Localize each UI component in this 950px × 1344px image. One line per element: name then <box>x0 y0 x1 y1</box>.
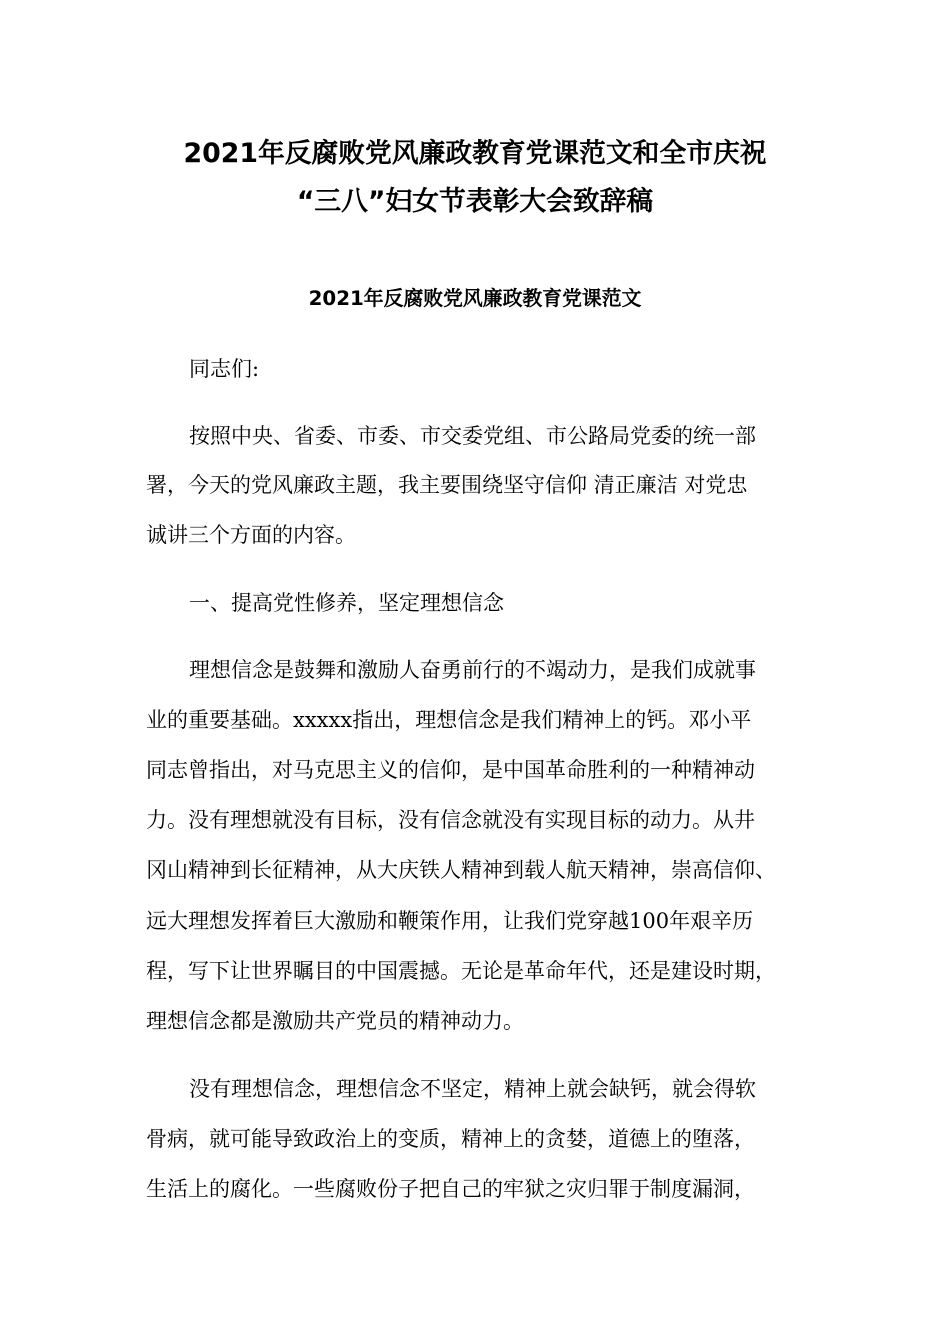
paragraph-3-line: 骨病，就可能导致政治上的变质，精神上的贪婪，道德上的堕落， <box>146 1127 755 1151</box>
document-title-line-1: 2021年反腐败党风廉政教育党课范文和全市庆祝 <box>183 138 767 169</box>
paragraph-1-line: 按照中央、省委、市委、市交委党组、市公路局党委的统一部 <box>189 424 756 448</box>
section-title: 2021年反腐败党风廉政教育党课范文 <box>308 287 642 310</box>
heading-1: 一、提高党性修养，坚定理想信念 <box>189 591 504 615</box>
paragraph-2-line: 冈山精神到长征精神，从大庆铁人精神到载人航天精神，崇高信仰、 <box>146 858 776 882</box>
document-title-line-2: “三八”妇女节表彰大会致辞稿 <box>296 186 654 217</box>
paragraph-1-line: 署，今天的党风廉政主题，我主要围绕坚守信仰 清正廉洁 对党忠 <box>146 473 748 497</box>
paragraph-3-line: 没有理想信念，理想信念不坚定，精神上就会缺钙，就会得软 <box>189 1077 756 1101</box>
paragraph-1-line: 诚讲三个方面的内容。 <box>146 523 356 547</box>
paragraph-2-line: 远大理想发挥着巨大激励和鞭策作用，让我们党穿越100年艰辛历 <box>146 909 754 933</box>
paragraph-2-line: 业的重要基础。xxxxx指出，理想信念是我们精神上的钙。邓小平 <box>146 708 752 732</box>
paragraph-3-line: 生活上的腐化。一些腐败份子把自己的牢狱之灾归罪于制度漏洞， <box>146 1177 755 1201</box>
paragraph-2-line: 力。没有理想就没有目标，没有信念就没有实现目标的动力。从井 <box>146 808 755 832</box>
salutation: 同志们: <box>189 357 260 381</box>
paragraph-2-line: 程，写下让世界瞩目的中国震撼。无论是革命年代，还是建设时期， <box>146 959 776 983</box>
paragraph-2-line: 理想信念都是激励共产党员的精神动力。 <box>146 1009 524 1033</box>
paragraph-2-line: 理想信念是鼓舞和激励人奋勇前行的不竭动力，是我们成就事 <box>189 658 756 682</box>
paragraph-2-line: 同志曾指出，对马克思主义的信仰，是中国革命胜利的一种精神动 <box>146 758 755 782</box>
